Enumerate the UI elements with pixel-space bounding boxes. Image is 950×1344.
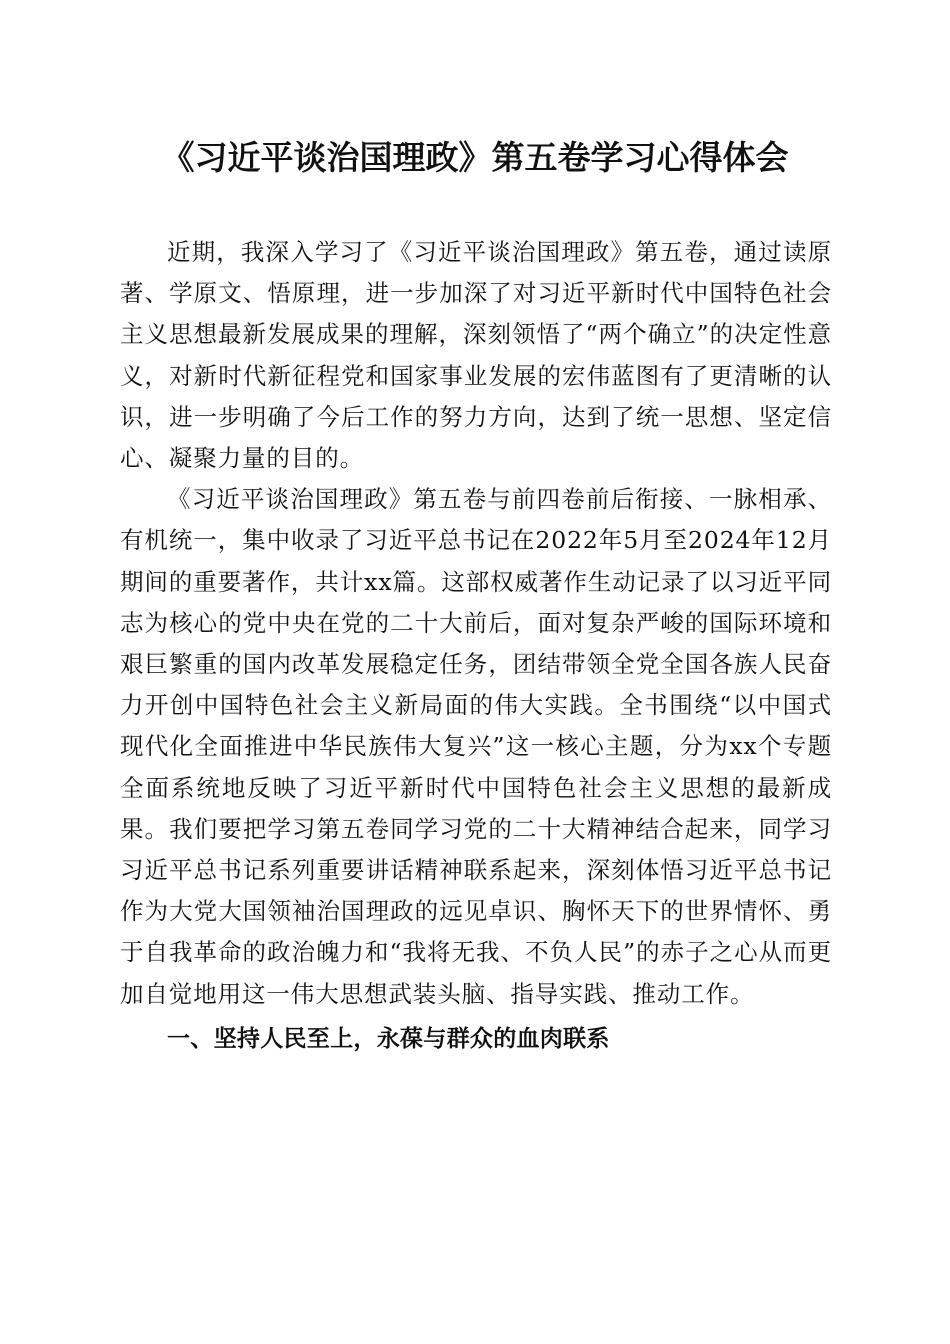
section-heading: 一、坚持人民至上，永葆与群众的血肉联系: [167, 1025, 610, 1052]
intro-paragraph: 近期，我深入学习了《习近平谈治国理政》第五卷，通过读原著、学原文、悟原理，进一步加深了对习近平新时代中国特色社会主义思想最新发展成果的理解，深刻领悟了“两个确立”的决定性意义，对新时代新征程党和国家事业发展的宏伟蓝图有了更清晰的认识，进一步明确了今后工作的努力方向，达到了统一思想、坚定信心、凝聚力量的目的。: [120, 238, 832, 473]
overview-paragraph: 《习近平谈治国理政》第五卷与前四卷前后衔接、一脉相承、有机统一，集中收录了习近平总书记在2022年5月至2024年12月期间的重要著作，共计xx篇。这部权威著作生动记录了以习近平同志为核心的党中央在党的二十大前后，面对复杂严峻的国际环境和艰巨繁重的国内改革发展稳定任务，团结带领全党全国各族人民奋力开创中国特色社会主义新局面的伟大实践。全书围绕“以中国式现代化全面推进中华民族伟大复兴”这一核心主题，分为xx个专题全面系统地反映了习近平新时代中国特色社会主义思想的最新成果。我们要把学习第五卷同学习党的二十大精神结合起来，同学习习近平总书记系列重要讲话精神联系起来，深刻体悟习近平总书记作为大党大国领袖治国理政的远见卓识、胸怀天下的世界情怀、勇于自我革命的政治魄力和“我将无我、不负人民”的赤子之心从而更加自觉地用这一伟大思想武装头脑、指导实践、推动工作。: [120, 485, 832, 1008]
page-title: 《习近平谈治国理政》第五卷学习心得体会: [161, 138, 789, 177]
document-body: [120, 232, 832, 1063]
